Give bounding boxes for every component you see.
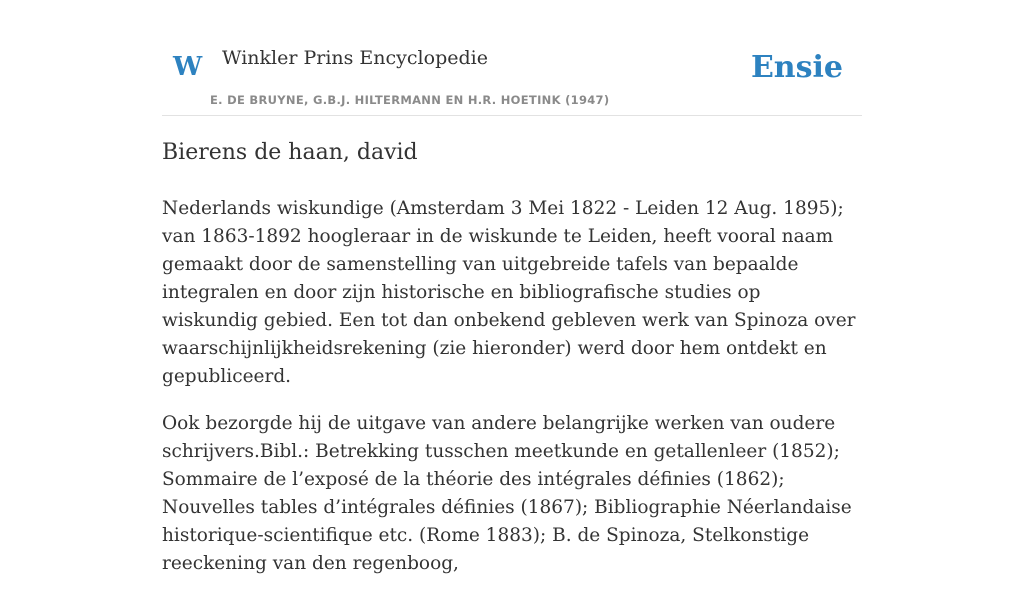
entry-paragraph-1: Nederlands wiskundige (Amsterdam 3 Mei 1822 - Leiden 12 Aug. 1895); van 1863-1892 hoogleraar in de wiskunde te Leiden, heeft vooral naam gemaakt door de samenstelling van uitgebreide tafels van bepaalde integralen en door zijn historische en bibliografische studies op wiskundig gebied. Een tot dan onbekend gebleven werk van Spinoza over waarschijnlijkheidsrekening (zie hieronder) werd door hem ontdekt en gepubliceerd.	[162, 197, 856, 387]
publication-title[interactable]: Winkler Prins Encyclopedie	[222, 47, 488, 69]
entry-title: Bierens de haan, david	[162, 140, 418, 165]
publication-authors: E. DE BRUYNE, G.B.J. HILTERMANN EN H.R. HOETINK (1947)	[210, 93, 610, 107]
ensie-brand-logo[interactable]: Ensie	[750, 50, 843, 85]
winkler-prins-logo[interactable]: W	[173, 52, 203, 82]
entry-paragraph-2: Ook bezorgde hij de uitgave van andere belangrijke werken van oudere schrijvers.Bibl.: Betrekking tusschen meetkunde en getallenleer (1852); Sommaire de l’exposé de la théorie des intégrales définies (1862); Nouvelles tables d’intégrales définies (1867); Bibliographie Néerlandaise historique-scientifique etc. (Rome 1883); B. de Spinoza, Stelkonstige reeckening van den regenboog,	[162, 412, 852, 574]
page-header	[162, 0, 862, 116]
entry-content	[162, 138, 862, 597]
